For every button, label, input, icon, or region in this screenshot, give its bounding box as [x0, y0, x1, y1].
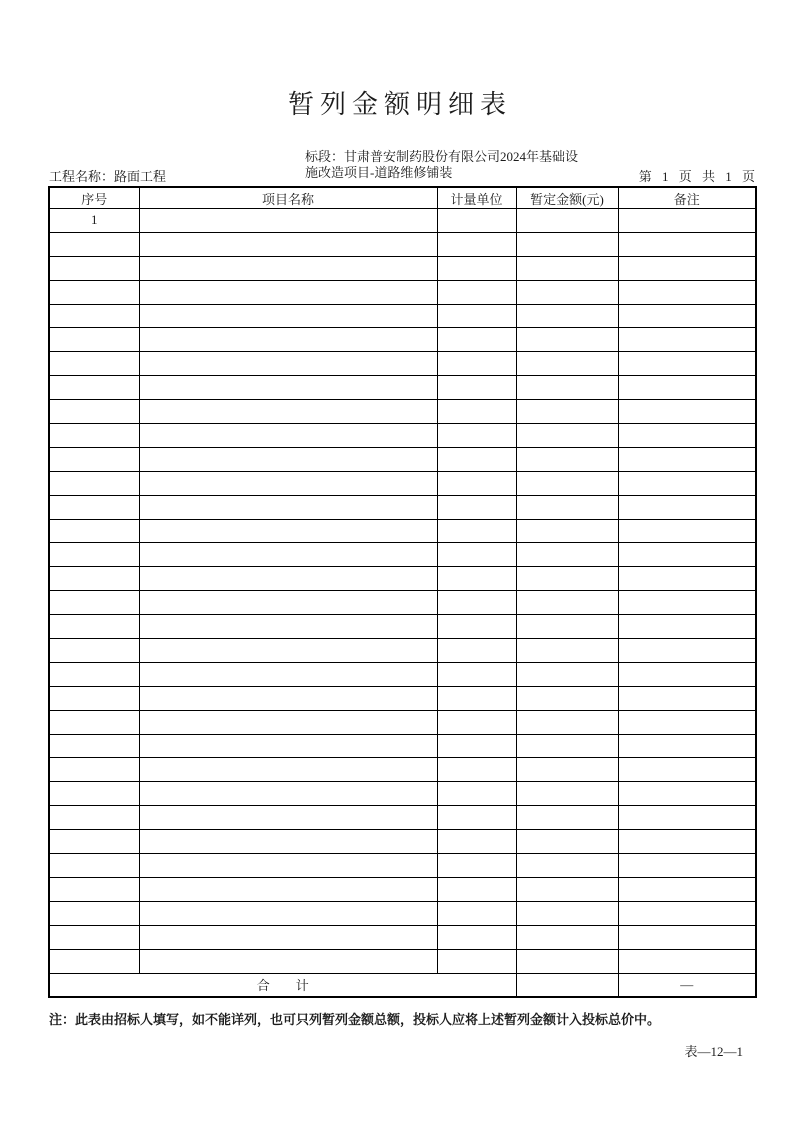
table-cell: [618, 232, 756, 256]
table-cell: [618, 280, 756, 304]
table-cell: [437, 901, 516, 925]
table-cell: [139, 734, 437, 758]
table-cell: [437, 304, 516, 328]
table-cell: [516, 782, 618, 806]
table-row: [49, 949, 756, 973]
table-cell: [139, 662, 437, 686]
table-cell: [618, 328, 756, 352]
table-cell: [618, 710, 756, 734]
table-cell: [437, 925, 516, 949]
table-row: [49, 758, 756, 782]
table-cell: [49, 304, 139, 328]
footnote: 注：此表由招标人填写，如不能详列，也可只列暂列金额总额，投标人应将上述暂列金额计入投标总价中。: [49, 1012, 661, 1027]
table-cell: [139, 400, 437, 424]
table-cell: [49, 758, 139, 782]
table-cell: [49, 806, 139, 830]
table-cell: [437, 591, 516, 615]
table-row: [49, 854, 756, 878]
table-row: [49, 615, 756, 639]
table-cell: [618, 949, 756, 973]
column-header-unit: 计量单位: [437, 187, 516, 209]
table-cell: [139, 949, 437, 973]
section-label: [305, 149, 578, 180]
table-cell: [437, 806, 516, 830]
table-cell: [618, 877, 756, 901]
table-cell: [516, 519, 618, 543]
table-cell: [49, 591, 139, 615]
table-cell: [437, 424, 516, 448]
table-cell: [516, 424, 618, 448]
table-cell: [437, 877, 516, 901]
table-row: [49, 471, 756, 495]
table-cell: [516, 830, 618, 854]
form-code: 表—12—1: [684, 1044, 743, 1059]
table-cell: [49, 543, 139, 567]
table-cell: [49, 949, 139, 973]
table-cell: [49, 662, 139, 686]
table-cell: [516, 495, 618, 519]
table-cell: [139, 471, 437, 495]
table-cell: [618, 447, 756, 471]
table-cell: [618, 543, 756, 567]
table-cell: [139, 830, 437, 854]
table-cell: [516, 710, 618, 734]
table-row: [49, 280, 756, 304]
table-cell: [437, 280, 516, 304]
table-cell: [139, 686, 437, 710]
table-cell: [49, 495, 139, 519]
table-row: [49, 519, 756, 543]
table-cell: [49, 877, 139, 901]
table-cell: [49, 232, 139, 256]
table-cell: [516, 734, 618, 758]
table-cell: [49, 639, 139, 663]
table-cell: [49, 328, 139, 352]
table-row: [49, 567, 756, 591]
table-cell: [139, 877, 437, 901]
table-cell: [139, 854, 437, 878]
table-cell: [618, 376, 756, 400]
table-cell: [516, 877, 618, 901]
table-row: [49, 352, 756, 376]
table-cell: [139, 352, 437, 376]
table-cell: [618, 567, 756, 591]
project-name-label: 工程名称：路面工程: [49, 169, 167, 184]
total-remark-cell: —: [618, 973, 756, 997]
table-cell: [618, 734, 756, 758]
table-cell: [516, 543, 618, 567]
table-cell: [49, 256, 139, 280]
table-cell: [49, 471, 139, 495]
table-cell: [516, 591, 618, 615]
table-row: [49, 328, 756, 352]
table-cell: [139, 495, 437, 519]
table-cell: [516, 758, 618, 782]
table-cell: [437, 830, 516, 854]
table-cell: [139, 519, 437, 543]
table-cell: [437, 471, 516, 495]
table-cell: [516, 447, 618, 471]
table-cell: [49, 782, 139, 806]
table-row: [49, 591, 756, 615]
table-cell: [49, 615, 139, 639]
table-cell: [437, 328, 516, 352]
table-header-row: [49, 187, 756, 209]
table-row: [49, 495, 756, 519]
table-row: [49, 782, 756, 806]
table-cell: [437, 567, 516, 591]
table-cell: [516, 567, 618, 591]
table-cell: [139, 232, 437, 256]
table-cell: [618, 519, 756, 543]
table-cell: [618, 901, 756, 925]
table-cell: [516, 686, 618, 710]
table-row: [49, 639, 756, 663]
table-row: [49, 376, 756, 400]
table-cell: [516, 280, 618, 304]
table-cell: [437, 854, 516, 878]
table-cell: [618, 662, 756, 686]
table-cell: [139, 901, 437, 925]
table-cell: [516, 328, 618, 352]
table-cell: [618, 854, 756, 878]
table-row: [49, 232, 756, 256]
table-cell: [618, 495, 756, 519]
page-indicator: 第 1 页 共 1 页: [638, 169, 755, 184]
table-cell: [437, 949, 516, 973]
table-cell: [437, 662, 516, 686]
table-cell: [139, 376, 437, 400]
table-cell: [139, 328, 437, 352]
table-cell: [49, 830, 139, 854]
table-cell: [49, 925, 139, 949]
table-cell: [516, 400, 618, 424]
table-cell: [139, 925, 437, 949]
table-cell: [618, 400, 756, 424]
table-cell: [49, 686, 139, 710]
table-cell: [49, 854, 139, 878]
table-row: [49, 901, 756, 925]
table-row: [49, 734, 756, 758]
table-cell: [516, 925, 618, 949]
table-cell: [618, 782, 756, 806]
table-row: [49, 424, 756, 448]
table-cell: [139, 806, 437, 830]
table-row: [49, 256, 756, 280]
table-cell: [437, 232, 516, 256]
table-cell: [437, 376, 516, 400]
table-cell: [618, 830, 756, 854]
table-row: [49, 662, 756, 686]
table-cell: [139, 615, 437, 639]
table-cell: [49, 400, 139, 424]
table-cell: [516, 662, 618, 686]
table-row: [49, 830, 756, 854]
table-row: [49, 543, 756, 567]
table-cell: [618, 352, 756, 376]
table-cell: [618, 758, 756, 782]
table-cell: [516, 639, 618, 663]
table-cell: [516, 471, 618, 495]
table-row: [49, 806, 756, 830]
total-amount-cell: [516, 973, 618, 997]
table-cell: [618, 591, 756, 615]
table-cell: [139, 782, 437, 806]
section-label-line1: 标段：甘肃普安制药股份有限公司2024年基础设: [305, 149, 579, 164]
table-cell: [516, 376, 618, 400]
table-cell: [516, 615, 618, 639]
table-cell: [437, 543, 516, 567]
table-cell: [139, 209, 437, 233]
section-label-line2: 施改造项目-道路维修铺装: [305, 164, 453, 180]
table-cell: [139, 710, 437, 734]
table-row: [49, 304, 756, 328]
table-cell: [516, 232, 618, 256]
table-cell: [437, 495, 516, 519]
table-cell: [49, 710, 139, 734]
table-row: [49, 686, 756, 710]
table-cell: [516, 854, 618, 878]
column-header-item-name: 项目名称: [139, 187, 437, 209]
table-body: [49, 187, 756, 997]
table-cell: [437, 256, 516, 280]
table-cell: [618, 471, 756, 495]
table-row: [49, 710, 756, 734]
table-cell: [516, 352, 618, 376]
table-cell: [437, 734, 516, 758]
table-row: [49, 209, 756, 233]
table-row: [49, 447, 756, 471]
table-cell: [49, 376, 139, 400]
table-cell: [437, 615, 516, 639]
table-cell: [437, 352, 516, 376]
table-cell: [618, 639, 756, 663]
table-cell: [516, 209, 618, 233]
table-cell: [139, 567, 437, 591]
table-cell: 1: [49, 209, 139, 233]
table-cell: [437, 209, 516, 233]
column-header-remarks: 备注: [618, 187, 756, 209]
table-cell: [618, 686, 756, 710]
table-row: [49, 925, 756, 949]
table-cell: [437, 447, 516, 471]
table-cell: [139, 758, 437, 782]
document-title: 暂列金额明细表: [287, 90, 512, 119]
table-cell: [49, 567, 139, 591]
table-cell: [516, 949, 618, 973]
table-cell: [437, 758, 516, 782]
table-cell: [49, 519, 139, 543]
table-cell: [49, 352, 139, 376]
table-cell: [49, 734, 139, 758]
table-cell: [139, 591, 437, 615]
provisional-sum-table: [48, 186, 757, 998]
table-cell: [437, 519, 516, 543]
table-cell: [437, 710, 516, 734]
table-cell: [437, 400, 516, 424]
table-row: [49, 877, 756, 901]
table-cell: [139, 304, 437, 328]
table-cell: [139, 424, 437, 448]
table-cell: [516, 304, 618, 328]
table-cell: [618, 925, 756, 949]
table-cell: [618, 806, 756, 830]
table-cell: [437, 686, 516, 710]
total-row: [49, 973, 756, 997]
table-row: [49, 400, 756, 424]
table-cell: [49, 901, 139, 925]
table-cell: [139, 447, 437, 471]
table-cell: [49, 280, 139, 304]
table-cell: [618, 209, 756, 233]
table-cell: [618, 304, 756, 328]
table-cell: [516, 256, 618, 280]
table-cell: [49, 424, 139, 448]
table-cell: [618, 256, 756, 280]
column-header-provisional-amount: 暂定金额(元): [516, 187, 618, 209]
table-cell: [516, 806, 618, 830]
table-cell: [139, 639, 437, 663]
table-cell: [516, 901, 618, 925]
table-cell: [139, 256, 437, 280]
table-cell: [618, 615, 756, 639]
table-cell: [49, 447, 139, 471]
total-label-cell: 合 计: [49, 973, 516, 997]
table-cell: [437, 639, 516, 663]
table-cell: [618, 424, 756, 448]
table-cell: [139, 280, 437, 304]
table-cell: [139, 543, 437, 567]
table-cell: [437, 782, 516, 806]
column-header-serial: 序号: [49, 187, 139, 209]
